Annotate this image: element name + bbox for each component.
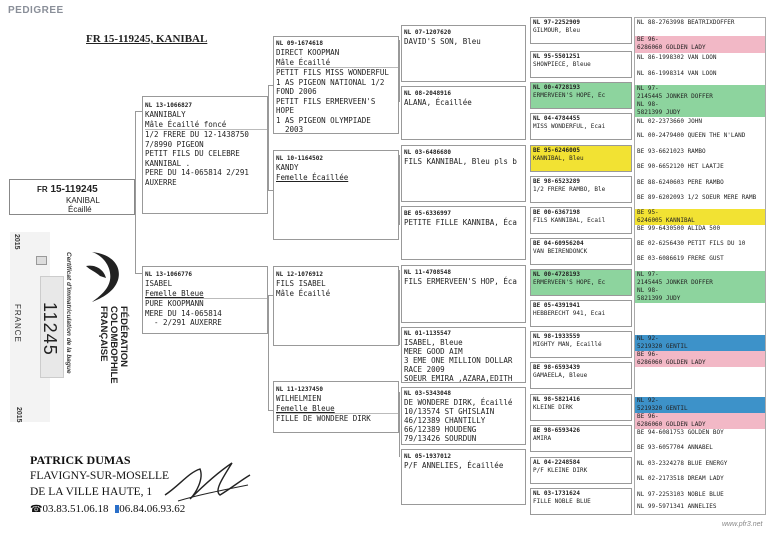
dam-line: PURE KOOPMANN	[145, 298, 267, 309]
gen5-line: NL 86-1998302 VAN LOON	[637, 54, 717, 61]
gen2-line: Femelle Écaillée	[276, 172, 349, 182]
gen2-line: 2003	[276, 125, 304, 134]
gen3-ring: NL 11-4708548	[404, 269, 451, 276]
connector	[268, 295, 269, 410]
flag-icon	[36, 256, 47, 265]
gen4-box	[530, 300, 632, 327]
gen5-line: BE 96-	[637, 36, 659, 43]
gen4-ring: BE 98-6523289	[533, 178, 580, 185]
gen5-entry	[635, 70, 765, 85]
gen4-text: P/F KLEINE DIRK	[533, 467, 588, 474]
gen4-text: 1/2 FRERE RAMBO, Ble	[533, 186, 606, 193]
gen3-line: MERE GOOD AIM	[404, 347, 463, 356]
federation-name	[98, 306, 128, 384]
gen4-box	[530, 362, 632, 389]
gen4-ring: BE 04-60956204	[533, 240, 584, 247]
phone-icon: ☎	[30, 504, 43, 515]
federation-line: FRANÇAISE	[98, 306, 109, 362]
gen4-box	[530, 113, 632, 140]
subject-name: KANIBAL	[66, 196, 100, 205]
gen4-ring: NL 98-5821416	[533, 396, 580, 403]
gen2-ring: NL 11-1237450	[276, 386, 323, 393]
gen5-line: NL 98-	[637, 287, 659, 294]
federation-line: COLOMBOPHILE	[108, 306, 119, 384]
subject-ring-prefix: FR	[37, 185, 48, 194]
gen4-box	[530, 145, 632, 172]
gen3-line: P/F ANNELIES, Écaillée	[404, 461, 504, 470]
gen5-line: 2145445 JONKER DOFFER	[637, 279, 713, 286]
gen4-box	[530, 488, 632, 515]
gen5-line: BE 99-6430500 ALIDA 500	[637, 225, 721, 232]
gen5-entry	[635, 503, 765, 515]
gen3-box	[401, 86, 526, 140]
gen4-text: KLEINE DIRK	[533, 404, 573, 411]
gen4-box	[530, 394, 632, 421]
gen3-box	[401, 206, 526, 260]
dam-line: MERE DU 14-065814	[145, 308, 222, 318]
gen5-line: NL 92-	[637, 397, 659, 404]
gen5-line: NL 03-2324278 BLUE ENERGY	[637, 460, 728, 467]
gen5-entry	[635, 132, 765, 147]
gen3-ring: NL 03-5343048	[404, 390, 451, 397]
sire-ring: NL 13-1066827	[145, 102, 192, 109]
gen4-text: GILMOUR, Bleu	[533, 27, 580, 34]
gen5-entry	[635, 351, 765, 367]
footer-website[interactable]: www.pfr3.net	[722, 521, 763, 528]
gen3-line: 66/12389 HOUDENG	[404, 425, 477, 434]
gen4-text: FILS KANNIBAL, Écail	[533, 217, 606, 224]
dam-line: ISABEL	[145, 279, 173, 288]
gen2-line: HOPE	[276, 106, 295, 115]
gen5-line: NL 92-	[637, 335, 659, 342]
gen5-column	[634, 17, 766, 515]
gen4-ring: NL 98-1933559	[533, 333, 580, 340]
ring-certificate-card	[10, 232, 135, 422]
gen3-line: DE WONDERE DIRK, Écaillé	[404, 398, 513, 407]
gen5-line: NL 97-	[637, 271, 659, 278]
sire-box	[142, 96, 268, 214]
gen5-line: NL 00-2479400 QUEEN THE N'LAND	[637, 132, 746, 139]
card-title: Certificat d'immatriculation de la bague	[65, 252, 72, 374]
gen3-box	[401, 327, 526, 383]
gen2-line: FILS ISABEL	[276, 279, 326, 288]
gen4-box	[530, 17, 632, 44]
gen5-entry	[635, 85, 765, 117]
connector	[135, 111, 142, 112]
gen3-box	[401, 25, 526, 82]
gen4-text: MISS WONDERFUL, Écai	[533, 123, 606, 130]
sire-line: KANNIBAL .	[145, 158, 191, 168]
gen4-text: ERMERVEEN'S HOPE, Éc	[533, 279, 606, 286]
gen5-line: NL 02-2373660 JOHN	[637, 118, 703, 125]
gen5-entry	[635, 194, 765, 209]
gen5-line: BE 90-6652120 HET LAATJE	[637, 163, 724, 170]
gen5-line: BE 96-	[637, 351, 659, 358]
connector	[268, 85, 269, 190]
gen4-text: AMIRA	[533, 435, 552, 442]
dam-box	[142, 266, 268, 334]
gen5-entry	[635, 54, 765, 69]
gen5-line: BE 93-6621023 RAMBO	[637, 148, 706, 155]
gen3-line: ALANA, Écaillée	[404, 98, 472, 107]
gen4-box	[530, 51, 632, 78]
gen2-line: Mâle Écaillé	[276, 288, 331, 298]
gen5-line: NL 88-2763998 BEATRIXDOFFER	[637, 19, 735, 26]
gen3-line: FILS ERMERVEEN'S HOP, Éca	[404, 277, 517, 286]
sire-line: PERE DU 14-065814 2/291	[145, 168, 249, 177]
gen4-ring: NL 95-5501251	[533, 53, 580, 60]
gen5-entry	[635, 179, 765, 194]
connector	[135, 111, 136, 273]
gen5-entry	[635, 460, 765, 475]
gen4-box	[530, 425, 632, 452]
gen4-box	[530, 331, 632, 358]
gen2-ring: NL 12-1076912	[276, 271, 323, 278]
gen4-box	[530, 269, 632, 296]
card-number: 11245	[40, 302, 60, 356]
gen5-line: NL 97-2253103 NOBLE BLUE	[637, 491, 724, 498]
gen2-line: FOND 2006	[276, 87, 317, 96]
main-ring-title: FR 15-119245, KANIBAL	[86, 33, 208, 45]
gen5-line: 5219320 GENTIL	[637, 405, 688, 412]
federation-bird-logo	[82, 246, 127, 306]
gen5-line: NL 02-2173518 DREAM LADY	[637, 475, 724, 482]
subject-ring: 15-119245	[50, 184, 98, 195]
gen2-line: 1 AS PIGEON OLYMPIADE	[276, 115, 371, 125]
owner-name: PATRICK DUMAS	[30, 453, 131, 467]
gen4-ring: BE 98-6593426	[533, 427, 580, 434]
subject-color: Écaillé	[68, 205, 92, 214]
gen4-box	[530, 207, 632, 234]
gen5-line: NL 86-1998314 VAN LOON	[637, 70, 717, 77]
sire-line: KANNIBALY	[145, 110, 186, 119]
card-year-top: 2015	[13, 234, 20, 250]
gen4-text: FILLE NOBLE BLUE	[533, 498, 591, 505]
sire-line: Mâle Écaillé foncé	[145, 119, 227, 129]
gen4-ring: AL 04-2248584	[533, 459, 580, 466]
gen5-line: 6246005 KANNIBAL	[637, 217, 695, 224]
gen5-line: NL 97-	[637, 85, 659, 92]
connector	[399, 270, 400, 345]
gen3-line: FILS KANNIBAL, Bleu pls b	[404, 157, 517, 166]
gen2-box-3	[273, 266, 399, 346]
gen3-box	[401, 449, 526, 505]
dam-line: Femelle Bleue	[145, 288, 204, 298]
gen4-text: VAN BEIRENDONCK	[533, 248, 588, 255]
gen4-ring: NL 00-4728193	[533, 271, 580, 278]
gen4-text: MIGHTY MAN, Écaillé	[533, 341, 602, 348]
gen3-box	[401, 265, 526, 323]
gen3-line: 46/12389 CHANTILLY	[404, 416, 486, 425]
card-country: FRANCE	[13, 304, 22, 343]
sire-line: 7/8990 PIGEON	[145, 139, 204, 149]
gen4-text: HEBBERECHT 941, Écai	[533, 310, 606, 317]
owner-city: FLAVIGNY-SUR-MOSELLE	[30, 470, 170, 482]
header-label: PEDIGREE	[8, 5, 64, 16]
connector	[399, 392, 400, 457]
gen5-entry	[635, 444, 765, 459]
gen3-line: 10/13574 ST GHISLAIN	[404, 407, 495, 416]
gen5-line: BE 89-6202093 1/2 SOEUR MERE RAMB	[637, 194, 757, 201]
federation-line: FÉDÉRATION	[118, 306, 129, 368]
gen5-line: NL 98-	[637, 101, 659, 108]
gen2-line: PETIT FILS MISS WONDERFUL	[276, 67, 398, 78]
sire-line: 1/2 FRERE DU 12-1438750	[145, 129, 267, 140]
gen2-line: KANDY	[276, 163, 299, 172]
gen3-line: RACE 2009	[404, 365, 445, 374]
gen3-line: 79/13426 SOURDUN	[404, 434, 477, 443]
gen5-line: 6286060 GOLDEN LADY	[637, 44, 706, 51]
gen4-text: SHOWPIECE, Bleue	[533, 61, 591, 68]
gen2-line: PETIT FILS ERMERVEEN'S	[276, 96, 376, 106]
gen3-line: PETITE FILLE KANNIBA, Éca	[404, 218, 517, 227]
gen5-entry	[635, 118, 765, 133]
gen4-ring: NL 04-4784455	[533, 115, 580, 122]
gen4-ring: NL 00-4728193	[533, 84, 580, 91]
gen4-text: KANNIBAL, Bleu	[533, 155, 584, 162]
gen2-line: WILHELMIEN	[276, 394, 322, 403]
gen2-box-2	[273, 150, 399, 240]
gen3-line: SOEUR EMIRA ,AZARA,EDITH	[404, 374, 513, 383]
gen3-ring: BE 05-6336997	[404, 210, 451, 217]
gen5-line: 5219320 GENTIL	[637, 343, 688, 350]
gen2-line: 1 AS PIGEON NATIONAL 1/2	[276, 77, 385, 87]
gen2-line: FILLE DE WONDERE DIRK	[276, 413, 398, 424]
gen5-entry	[635, 36, 765, 53]
gen5-entry	[635, 475, 765, 490]
dam-line: - 2/291 AUXERRE	[145, 318, 222, 327]
gen5-line: 5821399 JUDY	[637, 295, 681, 302]
gen3-line: 3 EME ONE MILLION DOLLAR	[404, 356, 513, 365]
gen5-line: 2145445 JONKER DOFFER	[637, 93, 713, 100]
gen4-ring: BE 05-4391941	[533, 302, 580, 309]
gen5-line: NL 99-5971341 ANNELIES	[637, 503, 717, 510]
gen4-box	[530, 176, 632, 203]
gen4-ring: BE 95-6246005	[533, 147, 580, 154]
sire-line: AUXERRE	[145, 177, 177, 187]
connector	[135, 273, 142, 274]
connector	[399, 155, 400, 225]
gen5-entry	[635, 240, 765, 255]
gen2-box-4	[273, 381, 399, 433]
gen4-text: ERMERVEEN'S HOPE, Éc	[533, 92, 606, 99]
gen5-entry	[635, 148, 765, 163]
gen4-box	[530, 457, 632, 484]
gen5-line: 5821399 JUDY	[637, 109, 681, 116]
gen5-line: BE 02-6256430 PETIT FILS DU 10	[637, 240, 746, 247]
gen5-entry	[635, 19, 765, 34]
gen5-line: BE 95-	[637, 209, 659, 216]
subject-box	[9, 179, 135, 215]
gen3-box	[401, 387, 526, 445]
gen2-line: Mâle Écaillé	[276, 57, 331, 67]
gen5-line: 6286060 GOLDEN LADY	[637, 421, 706, 428]
gen2-box-1	[273, 36, 399, 134]
gen4-box	[530, 82, 632, 109]
gen5-line: BE 88-6240603 PERE RAMBO	[637, 179, 724, 186]
gen5-line: 6286060 GOLDEN LADY	[637, 359, 706, 366]
dam-ring: NL 13-1066776	[145, 271, 192, 278]
gen5-line: BE 94-6081753 GOLDEN BOY	[637, 429, 724, 436]
gen3-line: DAVID'S SON, Bleu	[404, 37, 481, 46]
owner-mobile: 06.84.06.93.62	[119, 503, 186, 515]
gen5-entry	[635, 163, 765, 178]
owner-phone: 03.83.51.06.18	[42, 503, 109, 515]
gen3-line: ISABEL, Bleue	[404, 338, 463, 347]
gen4-ring: NL 97-2252909	[533, 19, 580, 26]
gen3-box	[401, 145, 526, 202]
gen4-ring: NL 03-1731624	[533, 490, 580, 497]
gen2-ring: NL 09-1674618	[276, 40, 323, 47]
sire-line: PETIT FILS DU CELEBRE	[145, 149, 240, 158]
gen2-ring: NL 10-1164502	[276, 155, 323, 162]
gen5-entry	[635, 335, 765, 351]
gen3-ring: NL 01-1135547	[404, 330, 451, 337]
gen3-ring: NL 08-2048916	[404, 90, 451, 97]
gen5-entry	[635, 413, 765, 437]
gen5-line: BE 96-	[637, 413, 659, 420]
gen4-ring: BE 98-6593439	[533, 364, 580, 371]
gen5-line: BE 03-6086619 FRERE GUST	[637, 255, 724, 262]
gen3-ring: NL 05-1937012	[404, 453, 451, 460]
owner-address: DE LA VILLE HAUTE, 1	[30, 486, 153, 498]
gen3-ring: NL 07-1207620	[404, 29, 451, 36]
gen2-line: DIRECT KOOPMAN	[276, 48, 340, 57]
signature	[160, 455, 255, 510]
gen5-entry	[635, 255, 765, 270]
connector	[399, 40, 400, 102]
gen4-box	[530, 238, 632, 265]
gen5-entry	[635, 271, 765, 303]
gen4-ring: BE 00-6367198	[533, 209, 580, 216]
gen4-text: GAMAEELA, Bleue	[533, 372, 588, 379]
gen5-entry	[635, 209, 765, 234]
gen5-entry	[635, 397, 765, 413]
gen2-line: Femelle Bleue	[276, 403, 335, 413]
gen5-line: BE 93-6057704 ANNABEL	[637, 444, 713, 451]
gen4-column	[530, 17, 632, 512]
card-year-bottom: 2015	[15, 407, 22, 423]
gen3-ring: NL 03-6486680	[404, 149, 451, 156]
